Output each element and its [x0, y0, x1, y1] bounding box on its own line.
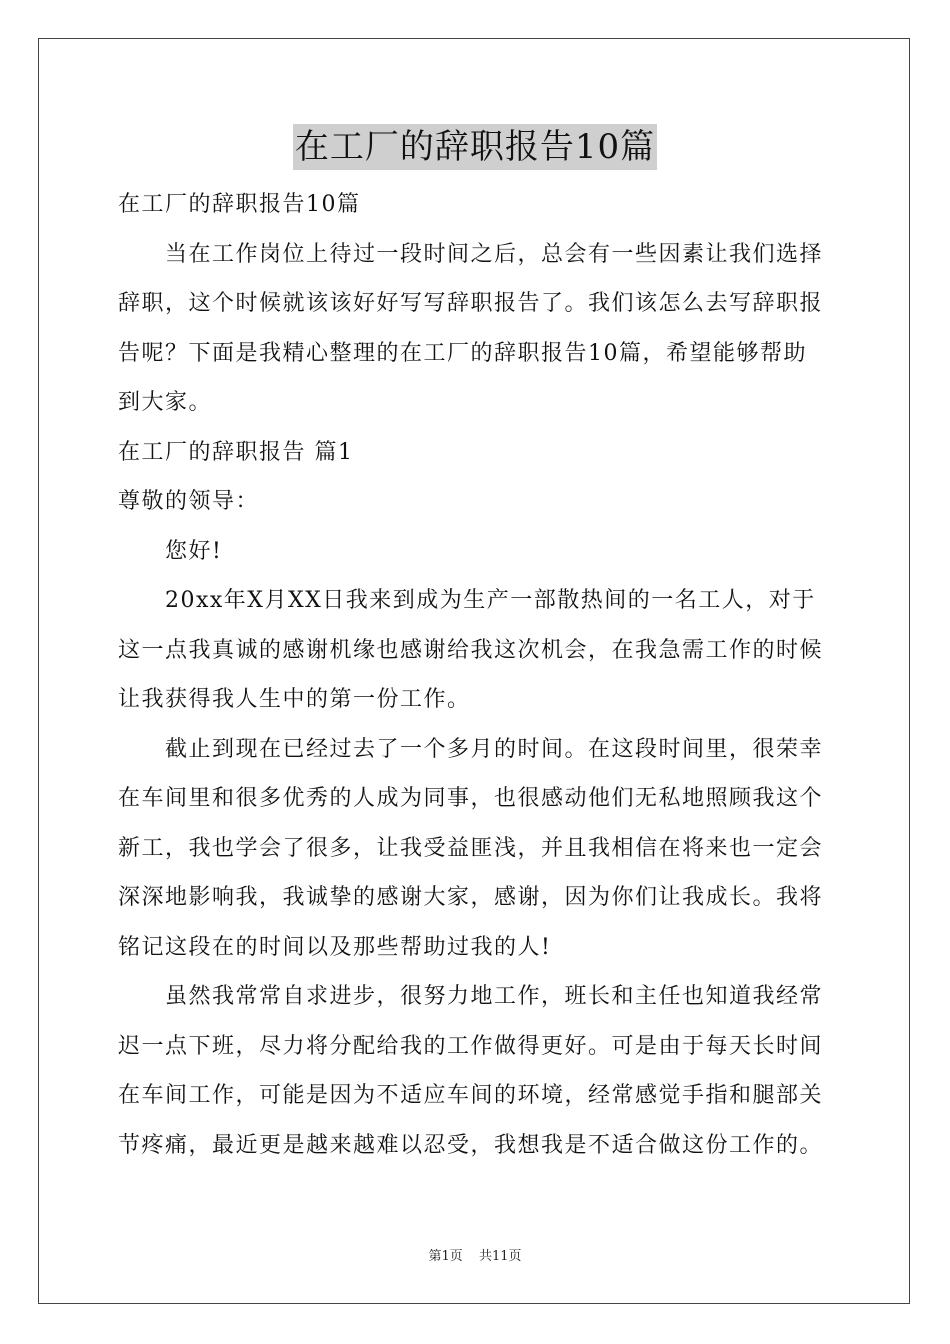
text-line: 在车间工作，可能是因为不适应车间的环境，经常感觉手指和腿部关 — [118, 1083, 824, 1108]
text-line: 您好! — [165, 538, 223, 564]
text-line: 节疼痛，最近更是越来越难以忍受，我想我是不适合做这份工作的。 — [118, 1132, 824, 1158]
document-body — [118, 180, 834, 1170]
page-number: 第1页 — [428, 1249, 463, 1264]
text-line: 当在工作岗位上待过一段时间之后，总会有一些因素让我们选择 — [165, 241, 824, 267]
page-total: 共11页 — [478, 1249, 522, 1264]
text-line: 让我获得我人生中的第一份工作。 — [118, 687, 471, 712]
text-line: 辞职，这个时候就该该好好写写辞职报告了。我们该怎么去写辞职报 — [118, 291, 824, 316]
text-line: 在工厂的辞职报告 篇1 — [118, 439, 354, 465]
text-line: 到大家。 — [118, 390, 213, 415]
text-line: 新工，我也学会了很多，让我受益匪浅，并且我相信在将来也一定会 — [118, 835, 824, 861]
text-line: 在工厂的辞职报告10篇 — [118, 192, 361, 217]
text-line: 深深地影响我，我诚挚的感谢大家，感谢，因为你们让我成长。我将 — [118, 885, 824, 910]
page-footer — [0, 1248, 950, 1266]
text-line: 在车间里和很多优秀的人成为同事，也很感动他们无私地照顾我这个 — [118, 786, 824, 811]
text-line: 截止到现在已经过去了一个多月的时间。在这段时间里，很荣幸 — [165, 736, 824, 762]
text-line: 20xx年X月XX日我来到成为生产一部散热间的一名工人，对于 — [165, 588, 816, 613]
document-title: 在工厂的辞职报告10篇 — [293, 124, 657, 170]
title-container — [0, 124, 950, 170]
text-line: 虽然我常常自求进步，很努力地工作，班长和主任也知道我经常 — [165, 984, 824, 1009]
text-line: 铭记这段在的时间以及那些帮助过我的人! — [118, 934, 552, 960]
text-line: 这一点我真诚的感谢机缘也感谢给我这次机会，在我急需工作的时候 — [118, 637, 824, 663]
text-line: 尊敬的领导： — [118, 489, 260, 514]
text-line: 迟一点下班，尽力将分配给我的工作做得更好。可是由于每天长时间 — [118, 1033, 824, 1059]
text-line: 告呢？下面是我精心整理的在工厂的辞职报告10篇，希望能够帮助 — [118, 340, 807, 366]
